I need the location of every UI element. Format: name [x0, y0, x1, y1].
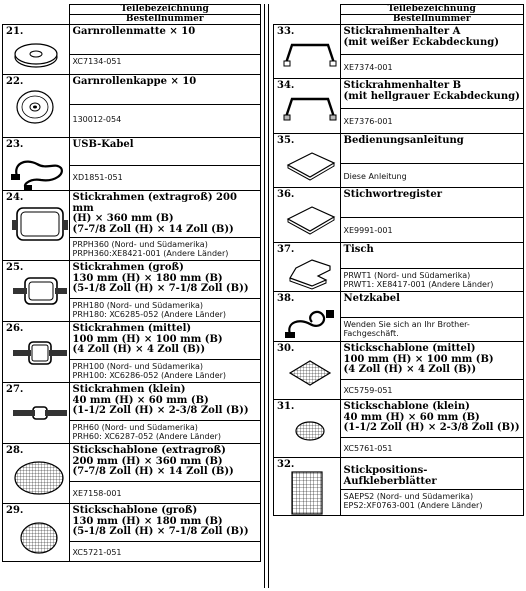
- usb-cable-icon: [11, 150, 67, 192]
- part-name: Stickrahmen (klein): [72, 384, 186, 395]
- part-name: Bedienungsanleitung: [343, 135, 464, 146]
- part-26: [3, 322, 70, 383]
- order-number: XD1851-051: [72, 173, 123, 182]
- header-part-name: Teilebezeichnung: [69, 5, 261, 15]
- part-number: 23.: [6, 139, 24, 150]
- part-name-note: (mit hellgrauer Eckabdeckung): [343, 90, 520, 102]
- frame-holder-b-icon: [282, 93, 338, 123]
- part-size-inch: (5-1/8 Zoll (H) × 7-1/8 Zoll (B)): [72, 526, 249, 537]
- embroidery-sheet-medium-icon: [282, 355, 338, 391]
- header-order-number: Bestellnummer: [69, 15, 261, 25]
- part-name: Stickschablone (mittel): [343, 343, 476, 354]
- part-number: 21.: [6, 26, 24, 37]
- part-number: 27.: [6, 384, 24, 395]
- part-37: [274, 243, 341, 292]
- order-number: XC5759-051: [343, 386, 393, 395]
- manual-icon: [282, 147, 338, 183]
- embroidery-sheet-small-icon: [282, 413, 338, 449]
- part-30: [274, 342, 341, 400]
- part-number: 25.: [6, 262, 24, 273]
- frame-holder-a-icon: [282, 39, 338, 69]
- part-size-mm: 130 mm (H) × 180 mm (B): [72, 515, 223, 527]
- order-number: PRPH360:XE8421-001 (Andere Länder): [72, 249, 229, 258]
- order-number: XE9991-001: [343, 226, 393, 235]
- part-size-inch: (7-7/8 Zoll (H) × 14 Zoll (B)): [72, 223, 234, 235]
- part-number: 34.: [277, 80, 295, 91]
- part-name: Stickrahmen (extragroß) 200 mm: [72, 192, 237, 214]
- order-number: XC7134-051: [72, 57, 122, 66]
- part-name: Stickrahmenhalter A: [343, 26, 461, 37]
- table-icon: [282, 256, 338, 290]
- order-number: PRH100: XC6286-052 (Andere Länder): [72, 371, 227, 380]
- part-number: 31.: [277, 401, 295, 412]
- order-number: XE7376-001: [343, 117, 393, 126]
- order-number: XC5721-051: [72, 548, 122, 557]
- part-name: Stickschablone (klein): [343, 401, 470, 412]
- part-size-mm: 100 mm (H) × 100 mm (B): [343, 353, 494, 365]
- part-size-mm: 130 mm (H) × 180 mm (B): [72, 272, 223, 284]
- part-name: Stichwortregister: [343, 189, 442, 200]
- order-number: Fachgeschäft.: [343, 329, 399, 338]
- parts-table-right: [273, 4, 524, 516]
- header-part-name: Teilebezeichnung: [340, 5, 524, 15]
- part-35: [274, 134, 341, 188]
- order-number: 130012-054: [72, 115, 122, 124]
- part-34: [274, 79, 341, 134]
- part-33: [274, 25, 341, 79]
- order-number: PRH60 (Nord- und Südamerika): [72, 423, 198, 432]
- part-name: Stickrahmen (groß): [72, 262, 184, 273]
- part-size-inch: (5-1/8 Zoll (H) × 7-1/8 Zoll (B)): [72, 283, 249, 294]
- part-size-inch: (4 Zoll (H) × 4 Zoll (B)): [72, 344, 206, 355]
- order-number: PRPH360 (Nord- und Südamerika): [72, 240, 208, 249]
- part-name: Stickschablone (groß): [72, 505, 198, 516]
- order-number: SAEPS2 (Nord- und Südamerika): [343, 492, 474, 501]
- spool-cap-icon: [11, 87, 61, 127]
- position-sticker-sheet-icon: [282, 470, 332, 518]
- embroidery-frame-medium-icon: [11, 336, 69, 372]
- part-name: Netzkabel: [343, 293, 400, 304]
- part-name: Stickrahmen (mittel): [72, 323, 192, 334]
- part-number: 32.: [277, 459, 295, 470]
- part-name: Tisch: [343, 244, 374, 255]
- part-name: Garnrollenkappe × 10: [72, 76, 197, 87]
- part-number: 38.: [277, 293, 295, 304]
- order-number: PRH100 (Nord- und Südamerika): [72, 362, 203, 371]
- part-name: Stickrahmenhalter B: [343, 80, 462, 91]
- part-36: [274, 188, 341, 243]
- part-name-note: (mit weißer Eckabdeckung): [343, 36, 499, 48]
- part-number: 26.: [6, 323, 24, 334]
- part-size-mm: 40 mm (H) × 60 mm (B): [72, 394, 209, 406]
- embroidery-sheet-xl-icon: [11, 458, 67, 498]
- order-number: PRH180 (Nord- und Südamerika): [72, 301, 203, 310]
- part-number: 29.: [6, 505, 24, 516]
- order-number: XE7374-001: [343, 63, 393, 72]
- part-name: Garnrollenmatte × 10: [72, 26, 196, 37]
- part-24: [3, 191, 70, 261]
- part-name: USB-Kabel: [72, 139, 134, 150]
- part-27: [3, 383, 70, 444]
- column-separator: [264, 4, 269, 588]
- embroidery-sheet-large-icon: [11, 518, 67, 558]
- part-size-mm: 40 mm (H) × 60 mm (B): [343, 411, 480, 423]
- part-23: [3, 138, 70, 191]
- part-29: [3, 504, 70, 562]
- order-number: PRWT1 (Nord- und Südamerika): [343, 271, 471, 280]
- order-number: PRWT1: XE8417-001 (Andere Länder): [343, 280, 494, 289]
- order-number: PRH60: XC6287-052 (Andere Länder): [72, 432, 221, 441]
- index-book-icon: [282, 201, 338, 237]
- parts-table-left: [2, 4, 261, 562]
- embroidery-frame-large-icon: [11, 274, 69, 310]
- part-28: [3, 444, 70, 504]
- order-number: EPS2:XF0763-001 (Andere Länder): [343, 501, 483, 510]
- part-size-mm: (H) × 360 mm (B): [72, 213, 174, 224]
- part-22: [3, 75, 70, 138]
- part-number: 22.: [6, 76, 24, 87]
- part-32: [274, 458, 341, 516]
- part-31: [274, 400, 341, 458]
- part-name: Stickpositions-Aufkleberblätter: [343, 465, 437, 487]
- part-number: 24.: [6, 192, 24, 203]
- embroidery-frame-xl-icon: [11, 204, 69, 246]
- spool-mat-icon: [11, 40, 61, 70]
- part-38: [274, 292, 341, 342]
- part-size-mm: 200 mm (H) × 360 mm (B): [72, 455, 223, 467]
- part-size-inch: (7-7/8 Zoll (H) × 14 Zoll (B)): [72, 466, 234, 477]
- part-number: 36.: [277, 189, 295, 200]
- part-name: Stickschablone (extragroß): [72, 445, 226, 456]
- part-size-inch: (4 Zoll (H) × 4 Zoll (B)): [343, 364, 477, 375]
- part-21: [3, 25, 70, 75]
- power-cord-icon: [282, 304, 338, 340]
- order-number: XE7158-001: [72, 489, 122, 498]
- part-size-inch: (1-1/2 Zoll (H) × 2-3/8 Zoll (B)): [72, 405, 249, 416]
- part-number: 28.: [6, 445, 24, 456]
- order-number: XC5761-051: [343, 444, 393, 453]
- part-25: [3, 261, 70, 322]
- part-number: 33.: [277, 26, 295, 37]
- part-number: 30.: [277, 343, 295, 354]
- part-size-inch: (1-1/2 Zoll (H) × 2-3/8 Zoll (B)): [343, 422, 520, 433]
- part-number: 37.: [277, 244, 295, 255]
- order-number: Wenden Sie sich an Ihr Brother-: [343, 320, 470, 329]
- part-number: 35.: [277, 135, 295, 146]
- header-order-number: Bestellnummer: [340, 15, 524, 25]
- order-number: PRH180: XC6285-052 (Andere Länder): [72, 310, 227, 319]
- embroidery-frame-small-icon: [11, 397, 69, 433]
- part-size-mm: 100 mm (H) × 100 mm (B): [72, 333, 223, 345]
- order-number: Diese Anleitung: [343, 172, 407, 181]
